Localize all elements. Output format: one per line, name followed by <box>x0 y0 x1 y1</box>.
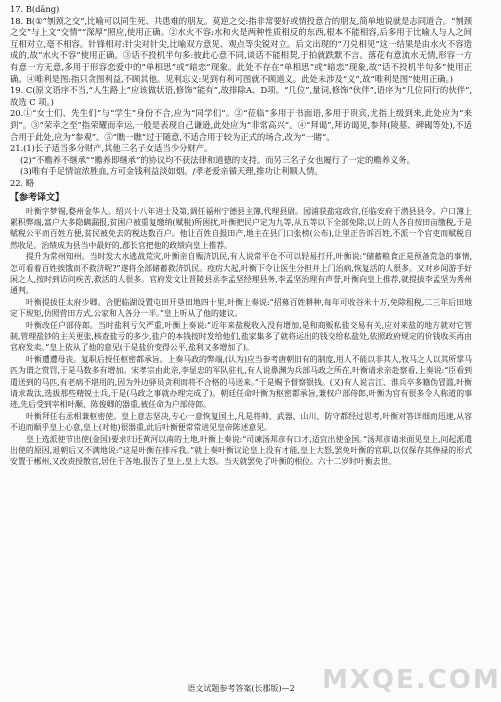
answer-19: 19. C(原文语序不当,“人生路上”应该做状语,修饰“能有”,故排除A、D项。“几位”,量词,修饰“伙伴”,语序为“几位同行的伙伴”,故选 C 项。) <box>10 85 472 107</box>
translation-paragraph: 叶衡改任户部侍郎。当时盐利亏欠严重,叶衡上奏说:“近年来盐税收入没有增加,是和商贩私盐交易有关,应对来盐的地方就对它管制,管理盐钞的主关更张,核查盐亏的多少,盐户的本钱按时发给他们,盐家集多了就将运出的钱交给私盐处,依照政府规定的价钱收买再由官府发卖。”皇上依从了他的意见(于是盐价变得公平,盐利又多增加了)。 <box>10 320 472 353</box>
answer-20: 20.①“女士们、先生们”与“学生”身份不合,应为“同学们”。②“莅临”多用于书面语,多用于贵宾,尤指上级到来,此处应为“来到”。③“荣幸之至”指荣耀而幸运,一般是表现自己谦逊,此处应为“非常高兴”。④“拜谒”,拜访谒见,参拜(陵墓、碑碣等处),不适合用于此处,应为“参观”。⑤“瞧一瞧”过于随意,不适合用于较为正式的场合,改为“一睹”。 <box>10 108 472 142</box>
answer-21-part1: 21.(1)长子适当多分财产,其他三名子女适当少分财产。 <box>10 143 213 154</box>
answer-22: 22. 略 <box>10 177 35 188</box>
translation-paragraph: 皇上选派使节出使(金国)要求归还黄河以南的土地,叶衡上奏说:“司谏汤邦彦有口才,适宜出使金国。”汤邦彦请求面见皇上,问起派遣出使的原因,退朝后又不满地说:“这是叶衡在排斥我。”就上奏叶衡议论皇上没有才能,皇上大怒,罢免叶衡的官职,以仅保存其俸禄的形式安置于郴州,又改责授散官,居住于各地,报告了皇上,皇上大怒。当天就罢免了叶衡的相位。六十二岁时叶衡去世。 <box>10 434 472 467</box>
answer-21-part3: (3)唯有手足情谊浓胜血,方可金钱利益淡如烟。/孝老爱亲循天理,推功让利顺人情。 <box>20 166 323 177</box>
translation-body <box>10 206 472 468</box>
answer-page <box>10 4 472 468</box>
page-footer: 语文试题参考答案(长郡版)—2 <box>187 684 295 693</box>
translation-paragraph: 叶衡字梦锡,婺州金华人。绍兴十八年进士及第,调任福州宁德县主簿,代理县尉。园浦获盐寇政官,任临安府于潜县县令。户口簿上累积弊端,富户大多隐瞒漏报,贫困户被重复缴纳(赋税)所困扰,叶衡把民户定为九等,从五等以下全部免除,以上的人各自按田亩缴税,于是赋税公平而百姓方便,贫民被免去的税达数百户。他让百姓自报田产,地主在县门口张榜(公布),让里正告诉百姓,不派一个官吏而赋税自然收足。治绩成为县当中最好的,郡长官把他的政绩向皇上推荐。 <box>10 206 472 250</box>
answer-18: 18. B(①“刎颈之交”,比喻可以同生死、共患难的朋友。莫逆之交:指非常要好或情投意合的朋友,简单地说就是志同道合。“刎颈之交”与上文“交情”“深厚”照应,使用正确。②水火不容:水和火是两种性质相反的东西,根本不能相容,后多用于比喻人与人之间互相对立,毫不相容。针锋相对:针尖对针尖,比喻双方意见、观点等尖锐对立。后文出现的“刀兑相见”这一结果是由水火不容造成的,故“水火不容”使用正确。③话不投机半句多:彼此心意不同,谈话不能相契,于拍就跌默不言。落花有意流水无情,形容一方有意一方无意,多用于形容恋爱中的“单相思”或“暗恋”现象。此处不存在“单相思”或“暗恋”现象,故“话不投机半句多”使用正确。④唯利是图:指只贪图利益,不顾其他。见利忘义:见到有利可图就不顾道义。此处未涉及“义”,故“唯利是图”使用正确。) <box>10 15 472 84</box>
translation-paragraph: 提升为常州知州。当时发大水逃战荒灾,叶衡亲自赈济饥民,有人说常平仓不可以轻易打开,叶衡说:“储蓄粮食正是预备荒急的事情,怎可看着百姓挨饿而不救济呢?”遂将全部储蓄救济饥民。疫疠大起,叶衡下令让医生分担并上门治病,恢复活的人很多。又对乡间游手好闲之人,按时到访问疾苦,救活的人很多。官府发文让晋陵县丞李孟坚经理县务,李孟坚治理有声誉,叶衡向皇上推荐,就提拔李孟坚为秀州通判。 <box>10 252 472 296</box>
translation-paragraph: 叶衡拜任右丞相兼枢密使。皇上意志坚决,专心一意恢复国土,凡是将帅、武器、山川、防守都经过思考,叶衡对答详细而迅速,从容不迫而顺乎皇上心意,皇上(对他)很器重,此后叶衡便常常进见皇帝陈述意见。 <box>10 411 472 433</box>
translation-paragraph: 叶衡遭遭母丧。复职后授任枢密都承旨。上奏马政的弊端,(认为)应当参考唐朝旧有的制度,用人不能以非其人,牧马之人以其所掌马匹为谓之赏罚,于是马数多有增加。宋孝宗由此亲,李显忠的军队驻扎,有人说鼻渊为兵部马政之所在,叶衡请求亲赴察看,上奏说:“臣看到遣送到的马匹,有老病不堪用的,因为外边驿员贪利而将不合格的马送来。”于是赐予督察银钱。(又)有人说言江、淮兵卒多籍伪冒滥,叶衡请求裁汰,选拔那些精锐士兵,于是(马政之事就办理完成了)。朝廷任命叶衡为枢密都承旨,兼权户部侍郎,叶衡为官有很多令人称道的事迹,先后受到宰相叶颙、陈俊卿的器重,被任命为户部侍郎。 <box>10 354 472 410</box>
site-watermark: MXQE.COM <box>322 665 501 695</box>
answer-17: 17. B(dāng) <box>10 4 60 14</box>
translation-heading: 【参考译文】 <box>10 192 65 203</box>
translation-paragraph: 叶衡提拔任太府少卿。合肥临湖设置屯田开垦田地四十里,叶衡上奏说:“招募百姓耕种,每年可收谷米十万,免除租税,二三年后田地定下规矩,仿照营田方式,公家和人各分一半。”皇上听从了他的建议。 <box>10 297 472 319</box>
answer-21-part2: (2)“不赡养不继承”“赡养即继承”的协议均不获法律和道德的支持。而另三名子女也履行了一定的赡养义务。 <box>20 154 415 165</box>
